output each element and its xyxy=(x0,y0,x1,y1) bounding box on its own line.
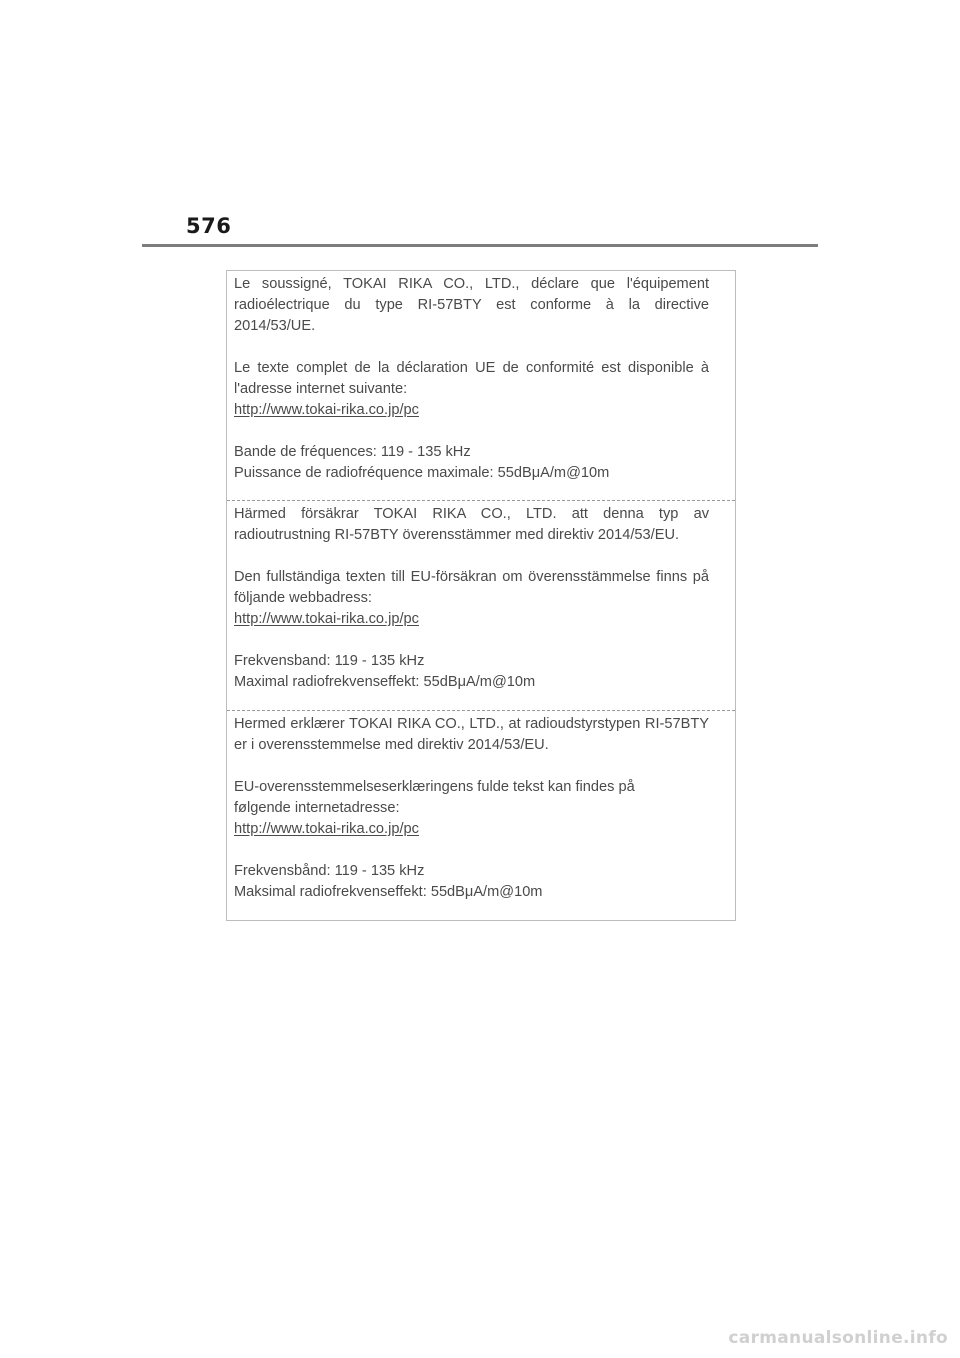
max-power-text: Maximal radiofrekvenseffekt: 55dBμA/m@10m xyxy=(234,674,536,690)
site-watermark: carmanualsonline.info xyxy=(728,1328,948,1348)
declaration-text: Hermed erklærer TOKAI RIKA CO., LTD., at radioudstyrstypen RI-57BTY er i overensstemmelse med direktiv 2014/53/EU. xyxy=(234,716,709,753)
declaration-section-swedish xyxy=(227,500,735,710)
declaration-box xyxy=(226,270,736,921)
frequency-band-text: Frekvensband: 119 - 135 kHz xyxy=(234,653,425,669)
max-power-text: Maksimal radiofrekvenseffekt: 55dBμA/m@10m xyxy=(234,884,543,900)
declaration-text: Le soussigné, TOKAI RIKA CO., LTD., déclare que l'équipement radioélectrique du type RI-57BTY est conforme à la directive 2014/53/UE. xyxy=(234,276,709,334)
page-number: 576 xyxy=(186,214,232,238)
full-text-intro: Le texte complet de la déclaration UE de conformité est disponible à l'adresse internet suivante: xyxy=(234,360,709,397)
declaration-url-link[interactable]: http://www.tokai-rika.co.jp/pc xyxy=(234,402,419,418)
full-text-intro-line-2: følgende internetadresse: xyxy=(234,800,400,816)
declaration-section-danish xyxy=(227,710,735,920)
full-text-intro-line-1: EU-overensstemmelseserklæringens fulde tekst kan findes på xyxy=(234,779,635,795)
declaration-url-link[interactable]: http://www.tokai-rika.co.jp/pc xyxy=(234,611,419,627)
declaration-text: Härmed försäkrar TOKAI RIKA CO., LTD. att denna typ av radioutrustning RI-57BTY överensstämmer med direktiv 2014/53/EU. xyxy=(234,506,709,543)
declaration-url-link[interactable]: http://www.tokai-rika.co.jp/pc xyxy=(234,821,419,837)
frequency-band-text: Frekvensbånd: 119 - 135 kHz xyxy=(234,863,425,879)
full-text-intro: Den fullständiga texten till EU-försäkran om överensstämmelse finns på följande webbadress: xyxy=(234,569,709,606)
declaration-section-french xyxy=(227,271,735,500)
max-power-text: Puissance de radiofréquence maximale: 55dBμA/m@10m xyxy=(234,465,610,481)
frequency-band-text: Bande de fréquences: 119 - 135 kHz xyxy=(234,444,471,460)
header-rule xyxy=(142,244,818,247)
